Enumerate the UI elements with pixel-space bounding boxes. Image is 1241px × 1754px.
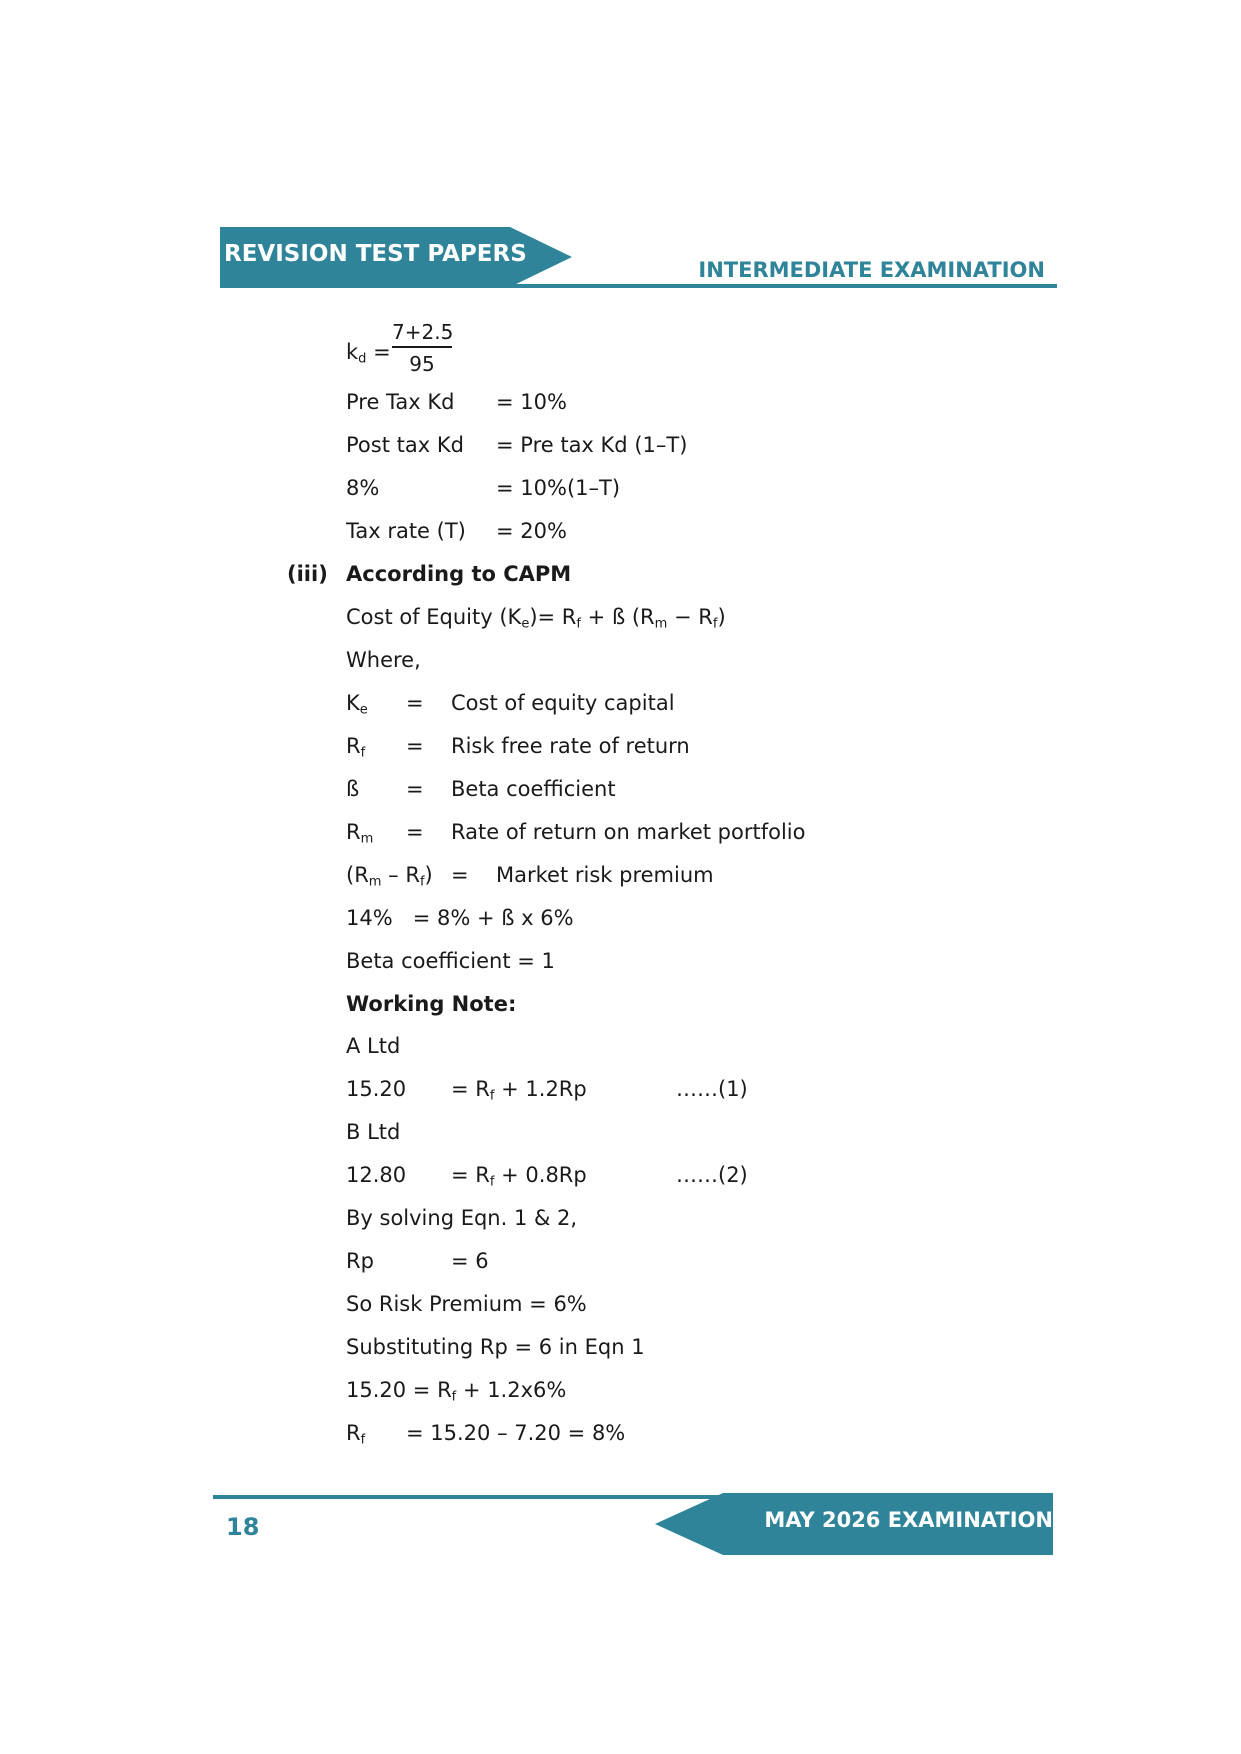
kd-fraction [392,320,452,376]
b-ltd-label: B Ltd [346,1120,401,1144]
rp-result: Rp = 6 [346,1249,489,1273]
equation-1: 15.20 = $R_f + 1.2Rp$ ……(1) [346,1077,748,1104]
page-number: 18 [226,1513,260,1541]
definition-row: $R_f$ = Risk free rate of return [346,734,690,761]
substitution-note: Substituting Rp = 6 in Eqn 1 [346,1335,645,1359]
tax-row: 8% = 10%(1–T) [346,476,621,500]
tax-row: Pre Tax Kd = 10% [346,390,567,414]
substituted-equation: $15.20 = R_f + 1.2x6\%$ [346,1378,567,1405]
equation-2: 12.80 = $R_f + 0.8Rp$ ……(2) [346,1163,748,1190]
section-number: (iii) [287,562,328,586]
working-note-title: Working Note: [346,992,517,1016]
definition-row: ß = Beta coefficient [346,777,616,801]
definition-row: $K_e$ = Cost of equity capital [346,691,675,718]
capm-formula: Cost of Equity $(K_e)= R_f$ + ß $(R_m - R_f)$ [346,605,726,632]
kd-lhs: $k_d$ = [346,340,391,367]
kd-denominator: 95 [409,352,435,376]
definition-row: $R_m$ = Rate of return on market portfolio [346,820,806,847]
header-exam-title: INTERMEDIATE EXAMINATION [698,258,1045,282]
solving-note: By solving Eqn. 1 & 2, [346,1206,578,1230]
section-title: According to CAPM [346,562,572,586]
footer-banner [655,1493,1055,1555]
risk-premium-statement: So Risk Premium = 6% [346,1292,587,1316]
header-rule [220,284,1057,288]
header-banner [220,227,575,287]
tax-row: Tax rate (T) = 20% [346,519,567,543]
rf-result: $R_f$ = 15.20 – 7.20 = 8% [346,1421,626,1448]
market-risk-premium-row: $(R_m - R_f)$ = Market risk premium [346,863,714,890]
beta-result: Beta coefficient = 1 [346,949,555,973]
tax-row: Post tax Kd = Pre tax Kd (1–T) [346,433,688,457]
where-label: Where, [346,648,421,672]
header-banner-title: REVISION TEST PAPERS [224,241,527,267]
kd-numerator: 7+2.5 [392,320,452,348]
a-ltd-label: A Ltd [346,1034,401,1058]
beta-equation: 14% = 8% + ß x 6% [346,906,574,930]
footer-exam-title: MAY 2026 EXAMINATION [764,1508,1053,1532]
